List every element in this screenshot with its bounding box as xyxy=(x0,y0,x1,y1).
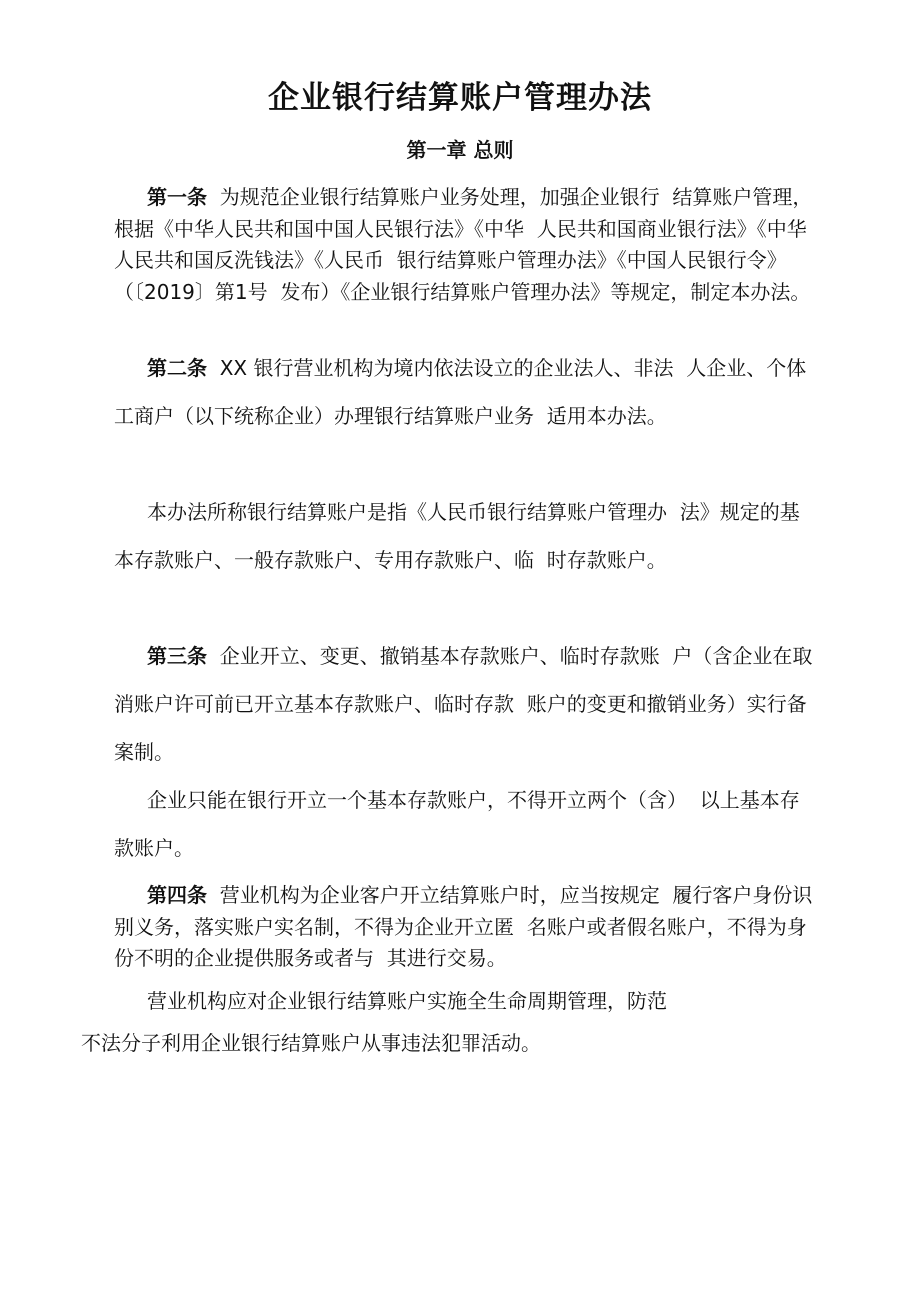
article-label: 第三条 xyxy=(147,644,207,668)
article-2 xyxy=(114,344,814,440)
document-title: 企业银行结算账户管理办法 xyxy=(268,80,652,116)
article-3 xyxy=(114,632,814,776)
article-label: 第四条 xyxy=(147,883,207,907)
paragraph-text: 企业只能在银行开立一个基本存款账户，不得开立两个（含） 以上基本存款账户。 xyxy=(114,788,800,860)
paragraph xyxy=(81,986,814,1059)
article-label: 第一条 xyxy=(147,185,207,209)
article-1 xyxy=(114,182,814,308)
paragraph xyxy=(114,776,814,872)
paragraph-text: 营业机构应对企业银行结算账户实施全生命周期管理，防范 xyxy=(147,989,667,1013)
article-text: 为规范企业银行结算账户业务处理，加强企业银行 结算账户管理，根据《中华人民共和国中国人民银行法》《中华 人民共和国商业银行法》《中华人民共和国反洗钱法》《人民币 银行结算账户管理办法》《中国人民银行令》（〔2019〕第1号 发布）《企业银行结算账户管理办法》等规定，制定本办法。 xyxy=(114,185,813,304)
paragraph xyxy=(114,488,814,584)
article-label: 第二条 xyxy=(147,356,207,380)
chapter-heading: 第一章 总则 xyxy=(406,138,514,162)
article-text: 企业开立、变更、撤销基本存款账户、临时存款账 户（含企业在取消账户许可前已开立基本存款账户、临时存款 账户的变更和撤销业务）实行备案制。 xyxy=(114,644,813,764)
article-text: 营业机构为企业客户开立结算账户时，应当按规定 履行客户身份识别义务，落实账户实名制，不得为企业开立匿 名账户或者假名账户，不得为身份不明的企业提供服务或者与 其进行交易。 xyxy=(114,883,813,970)
article-text: XX 银行营业机构为境内依法设立的企业法人、非法 人企业、个体工商户（以下统称企业）办理银行结算账户业务 适用本办法。 xyxy=(114,356,807,428)
article-4 xyxy=(114,880,814,975)
paragraph-text-continued: 不法分子利用企业银行结算账户从事违法犯罪活动。 xyxy=(81,1030,541,1055)
paragraph-text: 本办法所称银行结算账户是指《人民币银行结算账户管理办 法》规定的基本存款账户、一般存款账户、专用存款账户、临 时存款账户。 xyxy=(114,500,800,572)
